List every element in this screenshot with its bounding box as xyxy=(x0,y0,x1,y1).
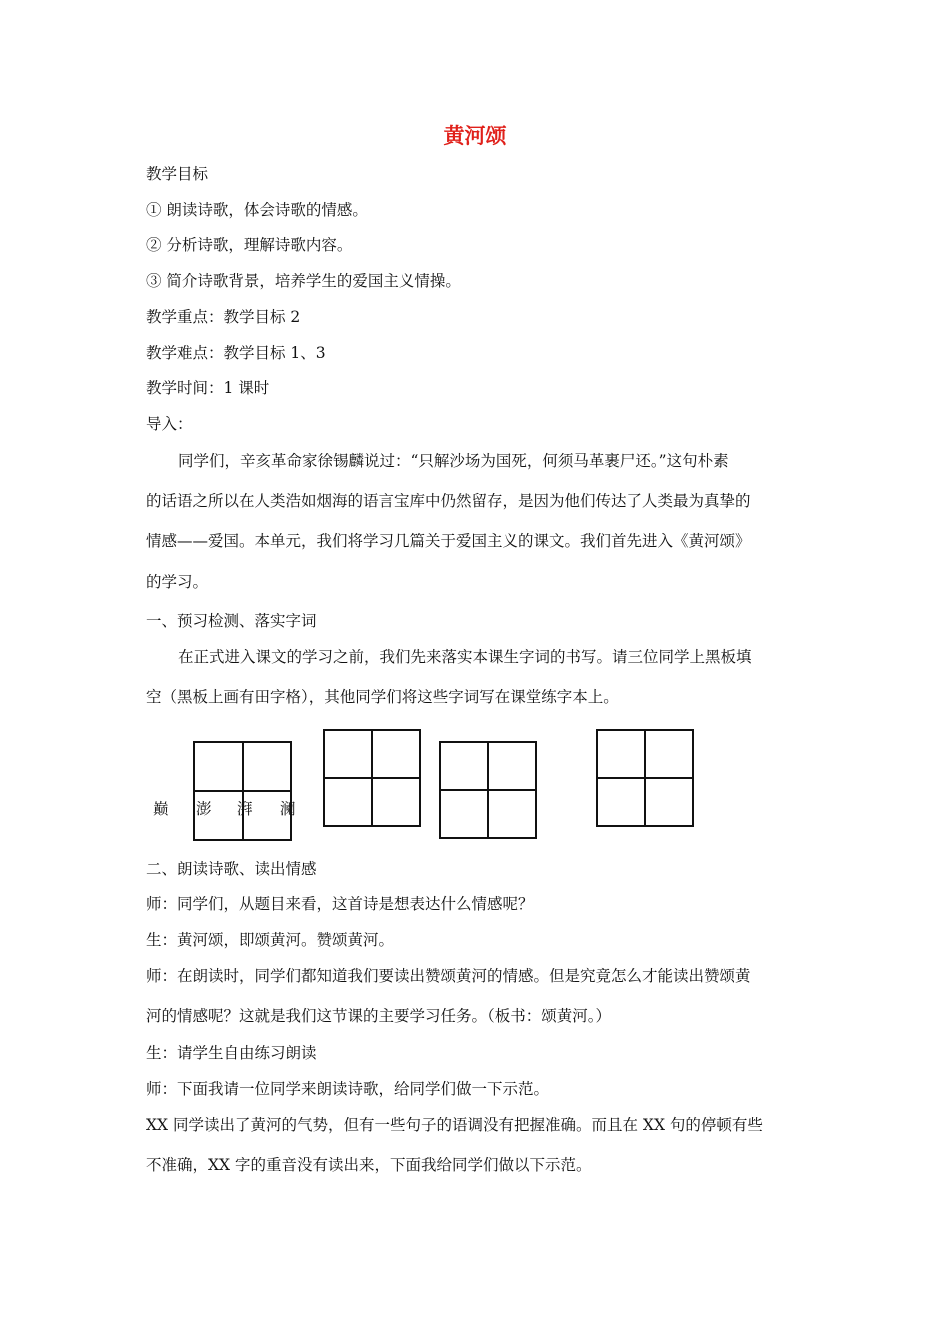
section1-paragraph-line: 在正式进入课文的学习之前，我们先来落实本课生字词的书写。请三位同学上黑板填 xyxy=(178,648,752,666)
objective-item: ② 分析诗歌，理解诗歌内容。 xyxy=(146,236,353,254)
duration: 教学时间：1 课时 xyxy=(146,379,270,397)
section1-heading: 一、预习检测、落实字词 xyxy=(146,612,317,630)
document-title: 黄河颂 xyxy=(443,124,507,148)
tianzige-grid xyxy=(596,729,694,827)
dialogue-line: 师：在朗读时，同学们都知道我们要读出赞颂黄河的情感。但是究竟怎么才能读出赞颂黄 xyxy=(146,967,751,985)
objectives-heading: 教学目标 xyxy=(146,165,209,183)
dialogue-line: 生：黄河颂，即颂黄河。赞颂黄河。 xyxy=(146,931,395,949)
section2-heading: 二、朗读诗歌、读出情感 xyxy=(146,860,317,878)
objective-item: ③ 简介诗歌背景，培养学生的爱国主义情操。 xyxy=(146,272,461,290)
tianzige-grid xyxy=(323,729,421,827)
intro-heading: 导入： xyxy=(146,415,193,433)
grid-character: 澎 xyxy=(196,800,212,818)
intro-paragraph-line: 的话语之所以在人类浩如烟海的语言宝库中仍然留存，是因为他们传达了人类最为真挚的 xyxy=(146,492,751,510)
intro-paragraph-line: 的学习。 xyxy=(146,573,209,591)
dialogue-line: 师：下面我请一位同学来朗读诗歌，给同学们做一下示范。 xyxy=(146,1080,550,1098)
grid-character: 巅 xyxy=(153,800,169,818)
grid-character: 湃 xyxy=(237,800,253,818)
dialogue-line: XX 同学读出了黄河的气势，但有一些句子的语调没有把握准确。而且在 XX 句的停顿有些 xyxy=(146,1116,763,1134)
difficulty: 教学难点：教学目标 1、3 xyxy=(146,344,326,362)
dialogue-line: 不准确，XX 字的重音没有读出来，下面我给同学们做以下示范。 xyxy=(146,1156,592,1174)
intro-paragraph-line: 情感——爱国。本单元，我们将学习几篇关于爱国主义的课文。我们首先进入《黄河颂》 xyxy=(146,532,751,550)
dialogue-line: 河的情感呢？这就是我们这节课的主要学习任务。（板书：颂黄河。） xyxy=(146,1007,612,1025)
intro-paragraph-line: 同学们，辛亥革命家徐锡麟说过：“只解沙场为国死，何须马革裹尸还。”这句朴素 xyxy=(178,452,729,470)
dialogue-line: 师：同学们，从题目来看，这首诗是想表达什么情感呢？ xyxy=(146,895,534,913)
section1-paragraph-line: 空（黑板上画有田字格），其他同学们将这些字词写在课堂练字本上。 xyxy=(146,688,619,706)
dialogue-line: 生：请学生自由练习朗读 xyxy=(146,1044,317,1062)
key-point: 教学重点：教学目标 2 xyxy=(146,308,301,326)
tianzige-grid xyxy=(439,741,537,839)
objective-item: ① 朗读诗歌，体会诗歌的情感。 xyxy=(146,201,368,219)
grid-character: 澜 xyxy=(280,800,296,818)
tianzige-grid xyxy=(193,741,292,841)
